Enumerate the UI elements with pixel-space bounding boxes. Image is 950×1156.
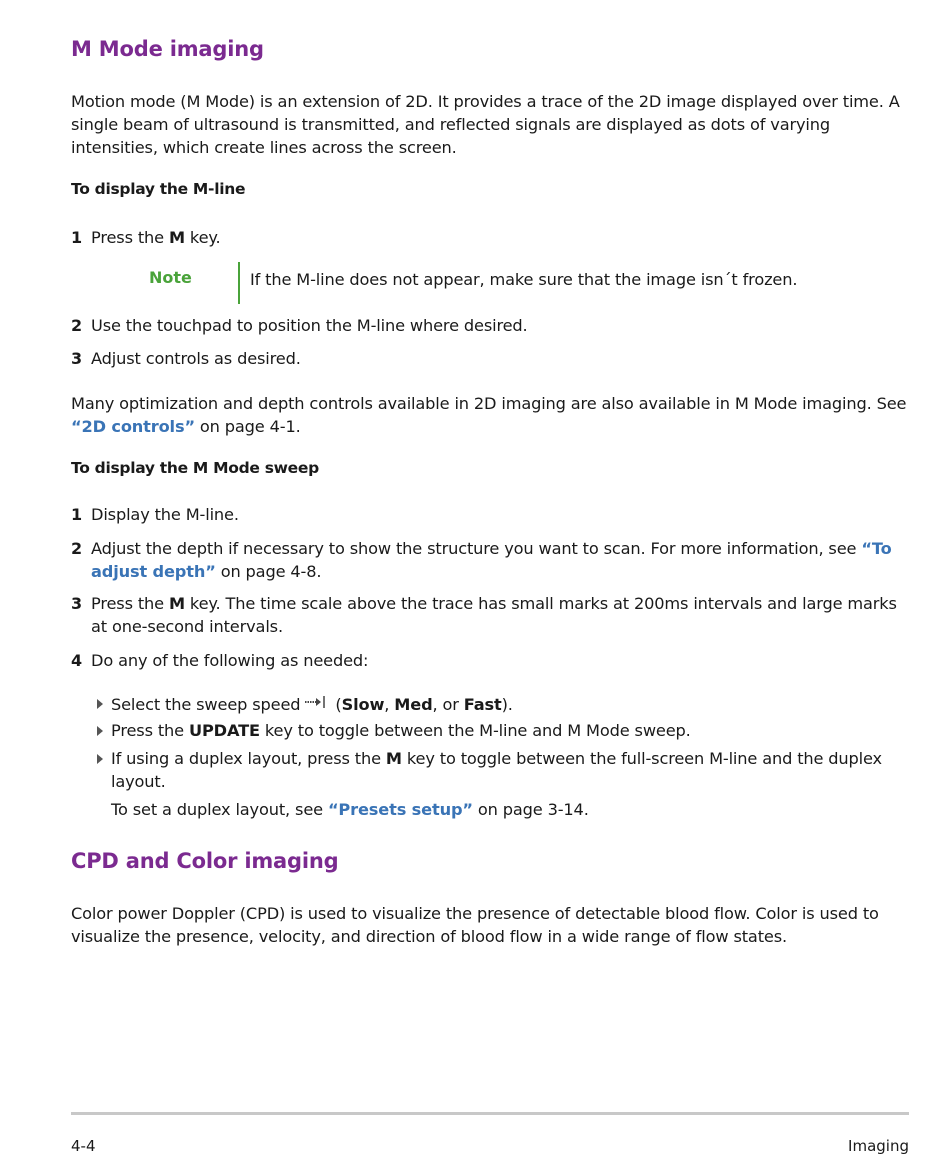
step-text: Do any of the following as needed:: [91, 651, 369, 670]
step-number: 3: [71, 594, 83, 613]
step-1-press-m: [71, 226, 909, 249]
sweep-step-4: [71, 649, 909, 672]
key-m: M: [168, 228, 185, 247]
sweep-step-2: [71, 537, 909, 583]
speed-med: Med: [394, 695, 433, 714]
sweep-step-1: [71, 503, 909, 526]
paragraph-text: Many optimization and depth controls available in 2D imaging are also available in M Mode imaging. See: [71, 394, 907, 413]
step-number: 1: [71, 228, 83, 247]
section-title-m-mode: M Mode imaging: [71, 37, 264, 61]
step-text: Adjust controls as desired.: [91, 349, 301, 368]
sweep-speed-icon: [304, 692, 326, 715]
step-text: on page 4-8.: [215, 562, 322, 581]
step-number: 3: [71, 349, 83, 368]
procedure-heading-m-line: To display the M-line: [71, 180, 246, 198]
step-text: Display the M-line.: [91, 505, 239, 524]
key-m: M: [385, 749, 402, 768]
footer-rule: [71, 1112, 909, 1115]
paragraph-text: on page 4-1.: [194, 417, 301, 436]
footer-chapter: Imaging: [848, 1137, 909, 1155]
key-update: UPDATE: [188, 721, 260, 740]
section-title-cpd-color: CPD and Color imaging: [71, 849, 339, 873]
bullet-triangle-icon: [97, 699, 103, 709]
optimization-paragraph: [71, 392, 909, 438]
step-2-touchpad: [71, 314, 909, 337]
bullet-text: , or: [432, 695, 464, 714]
step-text: key. The time scale above the trace has small marks at 200ms intervals and large marks at one-second intervals.: [91, 594, 897, 636]
note-text: If the M-line does not appear, make sure that the image isn´t frozen.: [250, 270, 798, 289]
cpd-intro: Color power Doppler (CPD) is used to visualize the presence of detectable blood flow. Color is used to visualize the presence, velocity, and direction of blood flow in a wide range of flow states.: [71, 904, 879, 946]
bullet-text: key to toggle between the M-line and M Mode sweep.: [259, 721, 691, 740]
note-divider: [238, 262, 240, 304]
bullet-text: Select the sweep speed: [111, 695, 301, 714]
link-presets-setup[interactable]: “Presets setup”: [327, 800, 473, 819]
duplex-setup-text: [111, 798, 909, 821]
bullet-triangle-icon: [97, 754, 103, 764]
step-text: Use the touchpad to position the M-line where desired.: [91, 316, 528, 335]
step-text: Press the: [91, 228, 169, 247]
link-to-adjust-depth[interactable]: “To adjust depth”: [91, 539, 892, 581]
bullet-sweep-speed: [97, 692, 909, 719]
bullet-text: ,: [384, 695, 395, 714]
step-number: 2: [71, 539, 83, 558]
sweep-step-3: [71, 592, 909, 638]
footer-page-number: 4-4: [71, 1137, 96, 1155]
bullet-text: ).: [501, 695, 513, 714]
m-mode-intro: Motion mode (M Mode) is an extension of 2D. It provides a trace of the 2D image displayed over time. A single beam of ultrasound is transmitted, and reflected signals are displayed as dots of varying intensities, which create lines across the screen.: [71, 92, 900, 157]
step-text: Adjust the depth if necessary to show the structure you want to scan. For more information, see: [91, 539, 862, 558]
step-text: key.: [184, 228, 221, 247]
note-box: [149, 262, 909, 304]
step-number: 4: [71, 651, 83, 670]
bullet-triangle-icon: [97, 726, 103, 736]
step-3-adjust: [71, 347, 909, 370]
speed-fast: Fast: [463, 695, 502, 714]
bullet-text: If using a duplex layout, press the: [111, 749, 386, 768]
bullet-text: Press the: [111, 721, 189, 740]
bullet-text: on page 3-14.: [472, 800, 589, 819]
procedure-heading-sweep: To display the M Mode sweep: [71, 459, 319, 477]
bullet-text: (: [330, 695, 342, 714]
key-m: M: [168, 594, 185, 613]
bullet-text: key to toggle between the full-screen M-line and the duplex layout.: [111, 749, 882, 791]
link-2d-controls[interactable]: “2D controls”: [71, 417, 195, 436]
note-label: Note: [149, 268, 192, 287]
speed-slow: Slow: [341, 695, 385, 714]
bullet-duplex-layout: [97, 747, 909, 821]
step-number: 2: [71, 316, 83, 335]
bullet-text: To set a duplex layout, see: [111, 800, 328, 819]
step-number: 1: [71, 505, 83, 524]
bullet-update-key: [97, 719, 909, 742]
step-text: Press the: [91, 594, 169, 613]
